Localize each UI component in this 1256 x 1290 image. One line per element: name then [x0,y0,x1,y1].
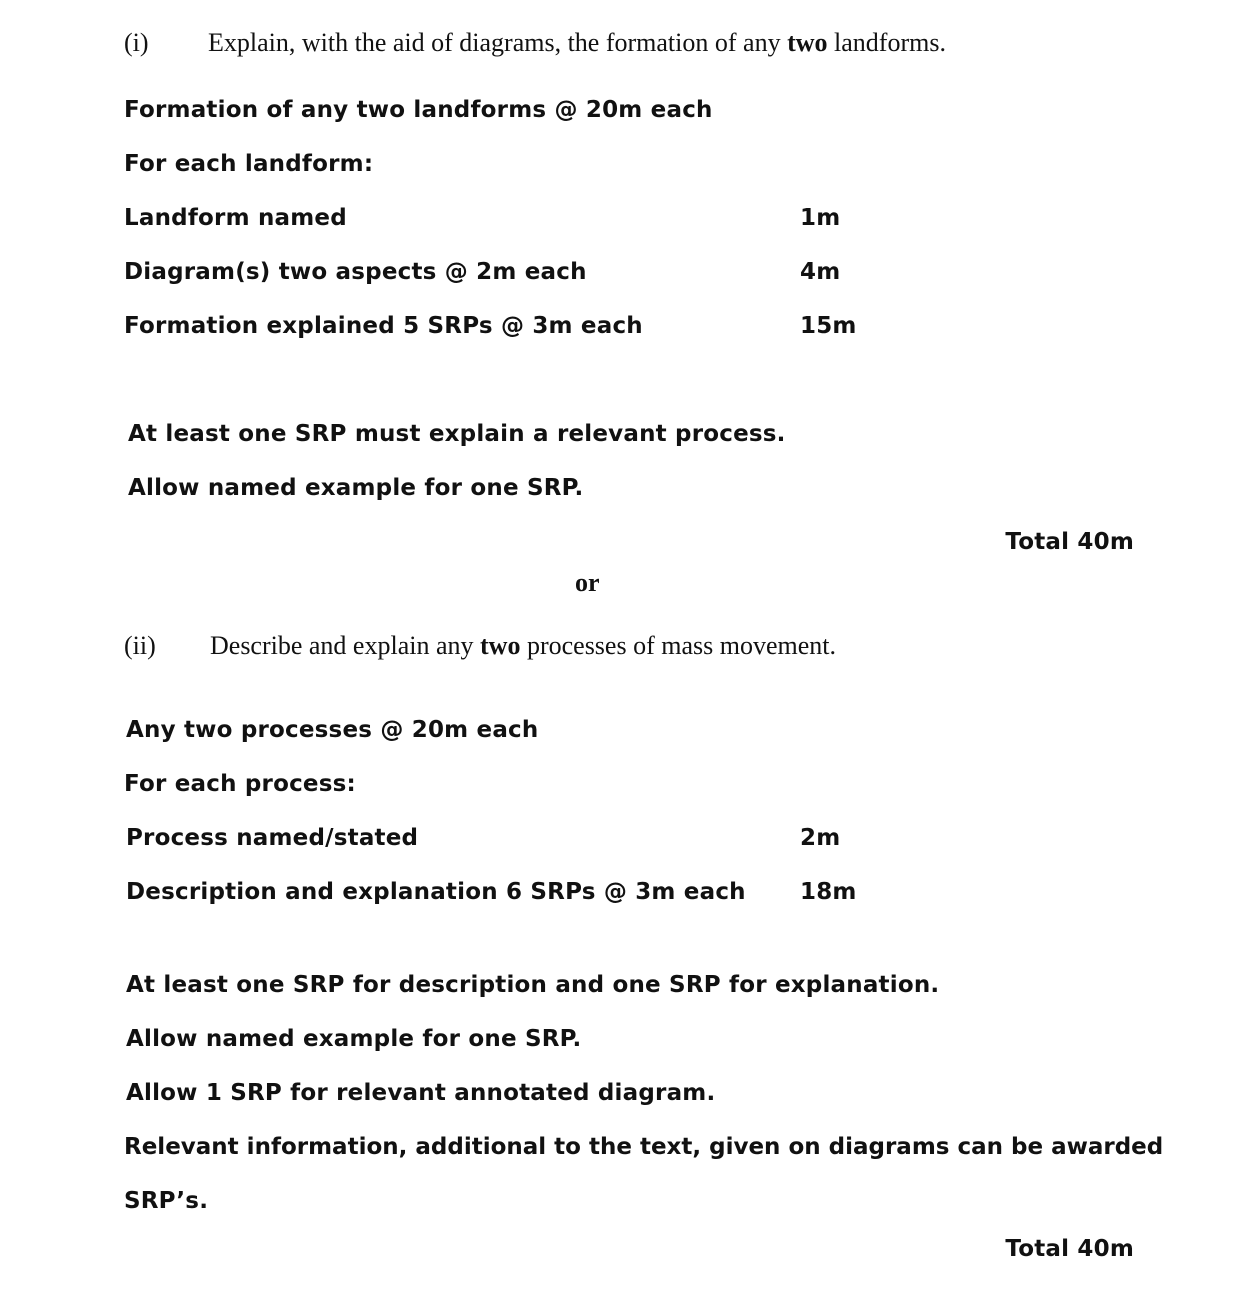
question-ii-number: (ii) [124,631,156,660]
part-i-row-label: Formation explained 5 SRPs @ 3m each [124,313,643,339]
part-i-row-label: Diagram(s) two aspects @ 2m each [124,259,587,285]
part-ii-heading: Any two processes @ 20m each [126,717,539,743]
part-ii-note: Relevant information, additional to the text, given on diagrams can be awarded [124,1134,1164,1160]
part-i-note: At least one SRP must explain a relevant process. [128,421,786,447]
question-ii-text-bold: two [480,631,521,660]
part-ii-note: Allow 1 SRP for relevant annotated diagram. [126,1080,716,1106]
part-ii-note: At least one SRP for description and one SRP for explanation. [126,972,940,998]
part-ii-row-label: Process named/stated [126,825,419,851]
part-i-subheading: For each landform: [124,151,374,177]
part-i-row-marks: 4m [800,259,841,285]
question-i [124,28,946,58]
part-i-row-label: Landform named [124,205,347,231]
question-ii-text [210,631,836,661]
part-ii-row-marks: 18m [800,879,857,905]
part-ii-row-label: Description and explanation 6 SRPs @ 3m each [126,879,746,905]
part-i-note: Allow named example for one SRP. [128,475,584,501]
question-ii [124,631,836,661]
part-i-row-marks: 1m [800,205,841,231]
part-i-row-marks: 15m [800,313,857,339]
part-ii-note: Allow named example for one SRP. [126,1026,582,1052]
part-ii-subheading: For each process: [124,771,356,797]
or-separator: or [575,568,600,597]
question-i-text-pre: Explain, with the aid of diagrams, the formation of any [208,28,788,57]
part-ii-row-marks: 2m [800,825,841,851]
part-i-total: Total 40m [1005,529,1134,555]
part-ii-note: SRP’s. [124,1188,209,1214]
part-ii-total: Total 40m [1005,1236,1134,1262]
question-i-number: (i) [124,28,149,57]
question-ii-text-pre: Describe and explain any [210,631,481,660]
question-i-text [208,28,946,58]
question-i-text-bold: two [787,28,828,57]
question-ii-text-post: processes of mass movement. [520,631,836,660]
part-i-heading: Formation of any two landforms @ 20m each [124,97,713,123]
question-i-text-post: landforms. [827,28,946,57]
